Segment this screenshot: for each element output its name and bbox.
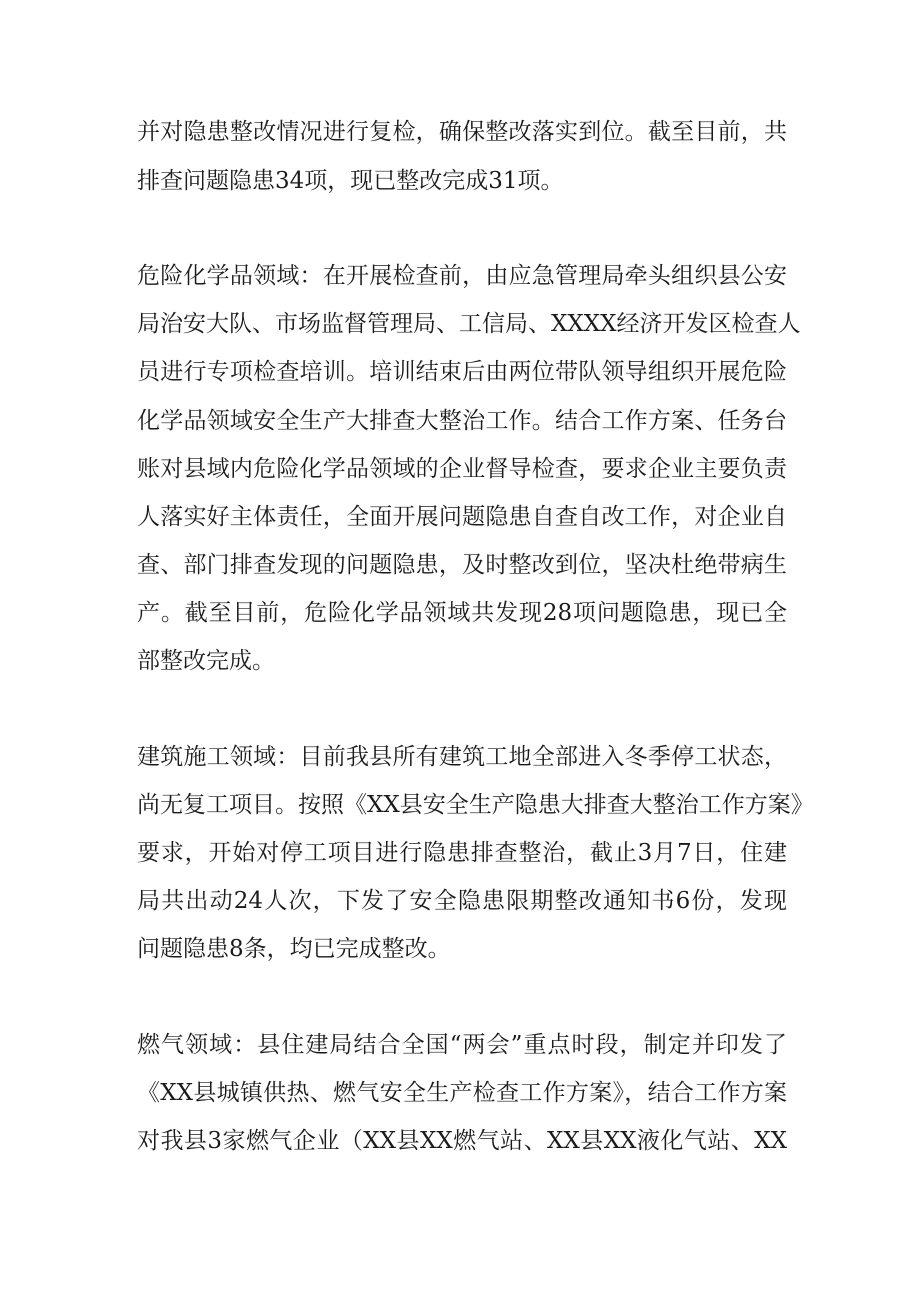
text-line: 燃气领域：县住建局结合全国“两会”重点时段，制定并印发了 xyxy=(137,1032,787,1058)
text-line: 账对县域内危险化学品领域的企业督导检查，要求企业主要负责 xyxy=(137,456,787,482)
text-line: 化学品领域安全生产大排查大整治工作。结合工作方案、任务台 xyxy=(137,408,787,434)
text-line: 产。截至目前，危险化学品领域共发现28项问题隐患，现已全 xyxy=(137,600,787,626)
text-line: 建筑施工领域：目前我县所有建筑工地全部进入冬季停工状态， xyxy=(137,744,787,770)
text-line: 尚无复工项目。按照《XX县安全生产隐患大排查大整治工作方案》 xyxy=(137,792,814,818)
text-line: 部整改完成。 xyxy=(137,648,275,674)
text-line: 排查问题隐患34项，现已整改完成31项。 xyxy=(137,168,564,194)
text-line: 人落实好主体责任，全面开展问题隐患自查自改工作，对企业自 xyxy=(137,504,787,530)
text-line: 并对隐患整改情况进行复检，确保整改落实到位。截至目前，共 xyxy=(137,119,787,145)
text-line: 危险化学品领域：在开展检查前，由应急管理局牵头组织县公安 xyxy=(137,263,787,289)
text-line: 员进行专项检查培训。培训结束后由两位带队领导组织开展危险 xyxy=(137,359,787,385)
text-line: 要求，开始对停工项目进行隐患排查整治，截止3月7日，住建 xyxy=(137,840,787,866)
text-line: 《XX县城镇供热、燃气安全生产检查工作方案》，结合工作方案 xyxy=(137,1080,787,1106)
text-line: 局共出动24人次，下发了安全隐患限期整改通知书6份，发现 xyxy=(137,888,787,914)
text-line: 问题隐患8条，均已完成整改。 xyxy=(137,936,451,962)
text-line: 对我县3家燃气企业（XX县XX燃气站、XX县XX液化气站、XX xyxy=(137,1128,787,1154)
text-line: 查、部门排查发现的问题隐患，及时整改到位，坚决杜绝带病生 xyxy=(137,552,787,578)
text-line: 局治安大队、市场监督管理局、工信局、XXXX经济开发区检查人 xyxy=(137,311,801,337)
